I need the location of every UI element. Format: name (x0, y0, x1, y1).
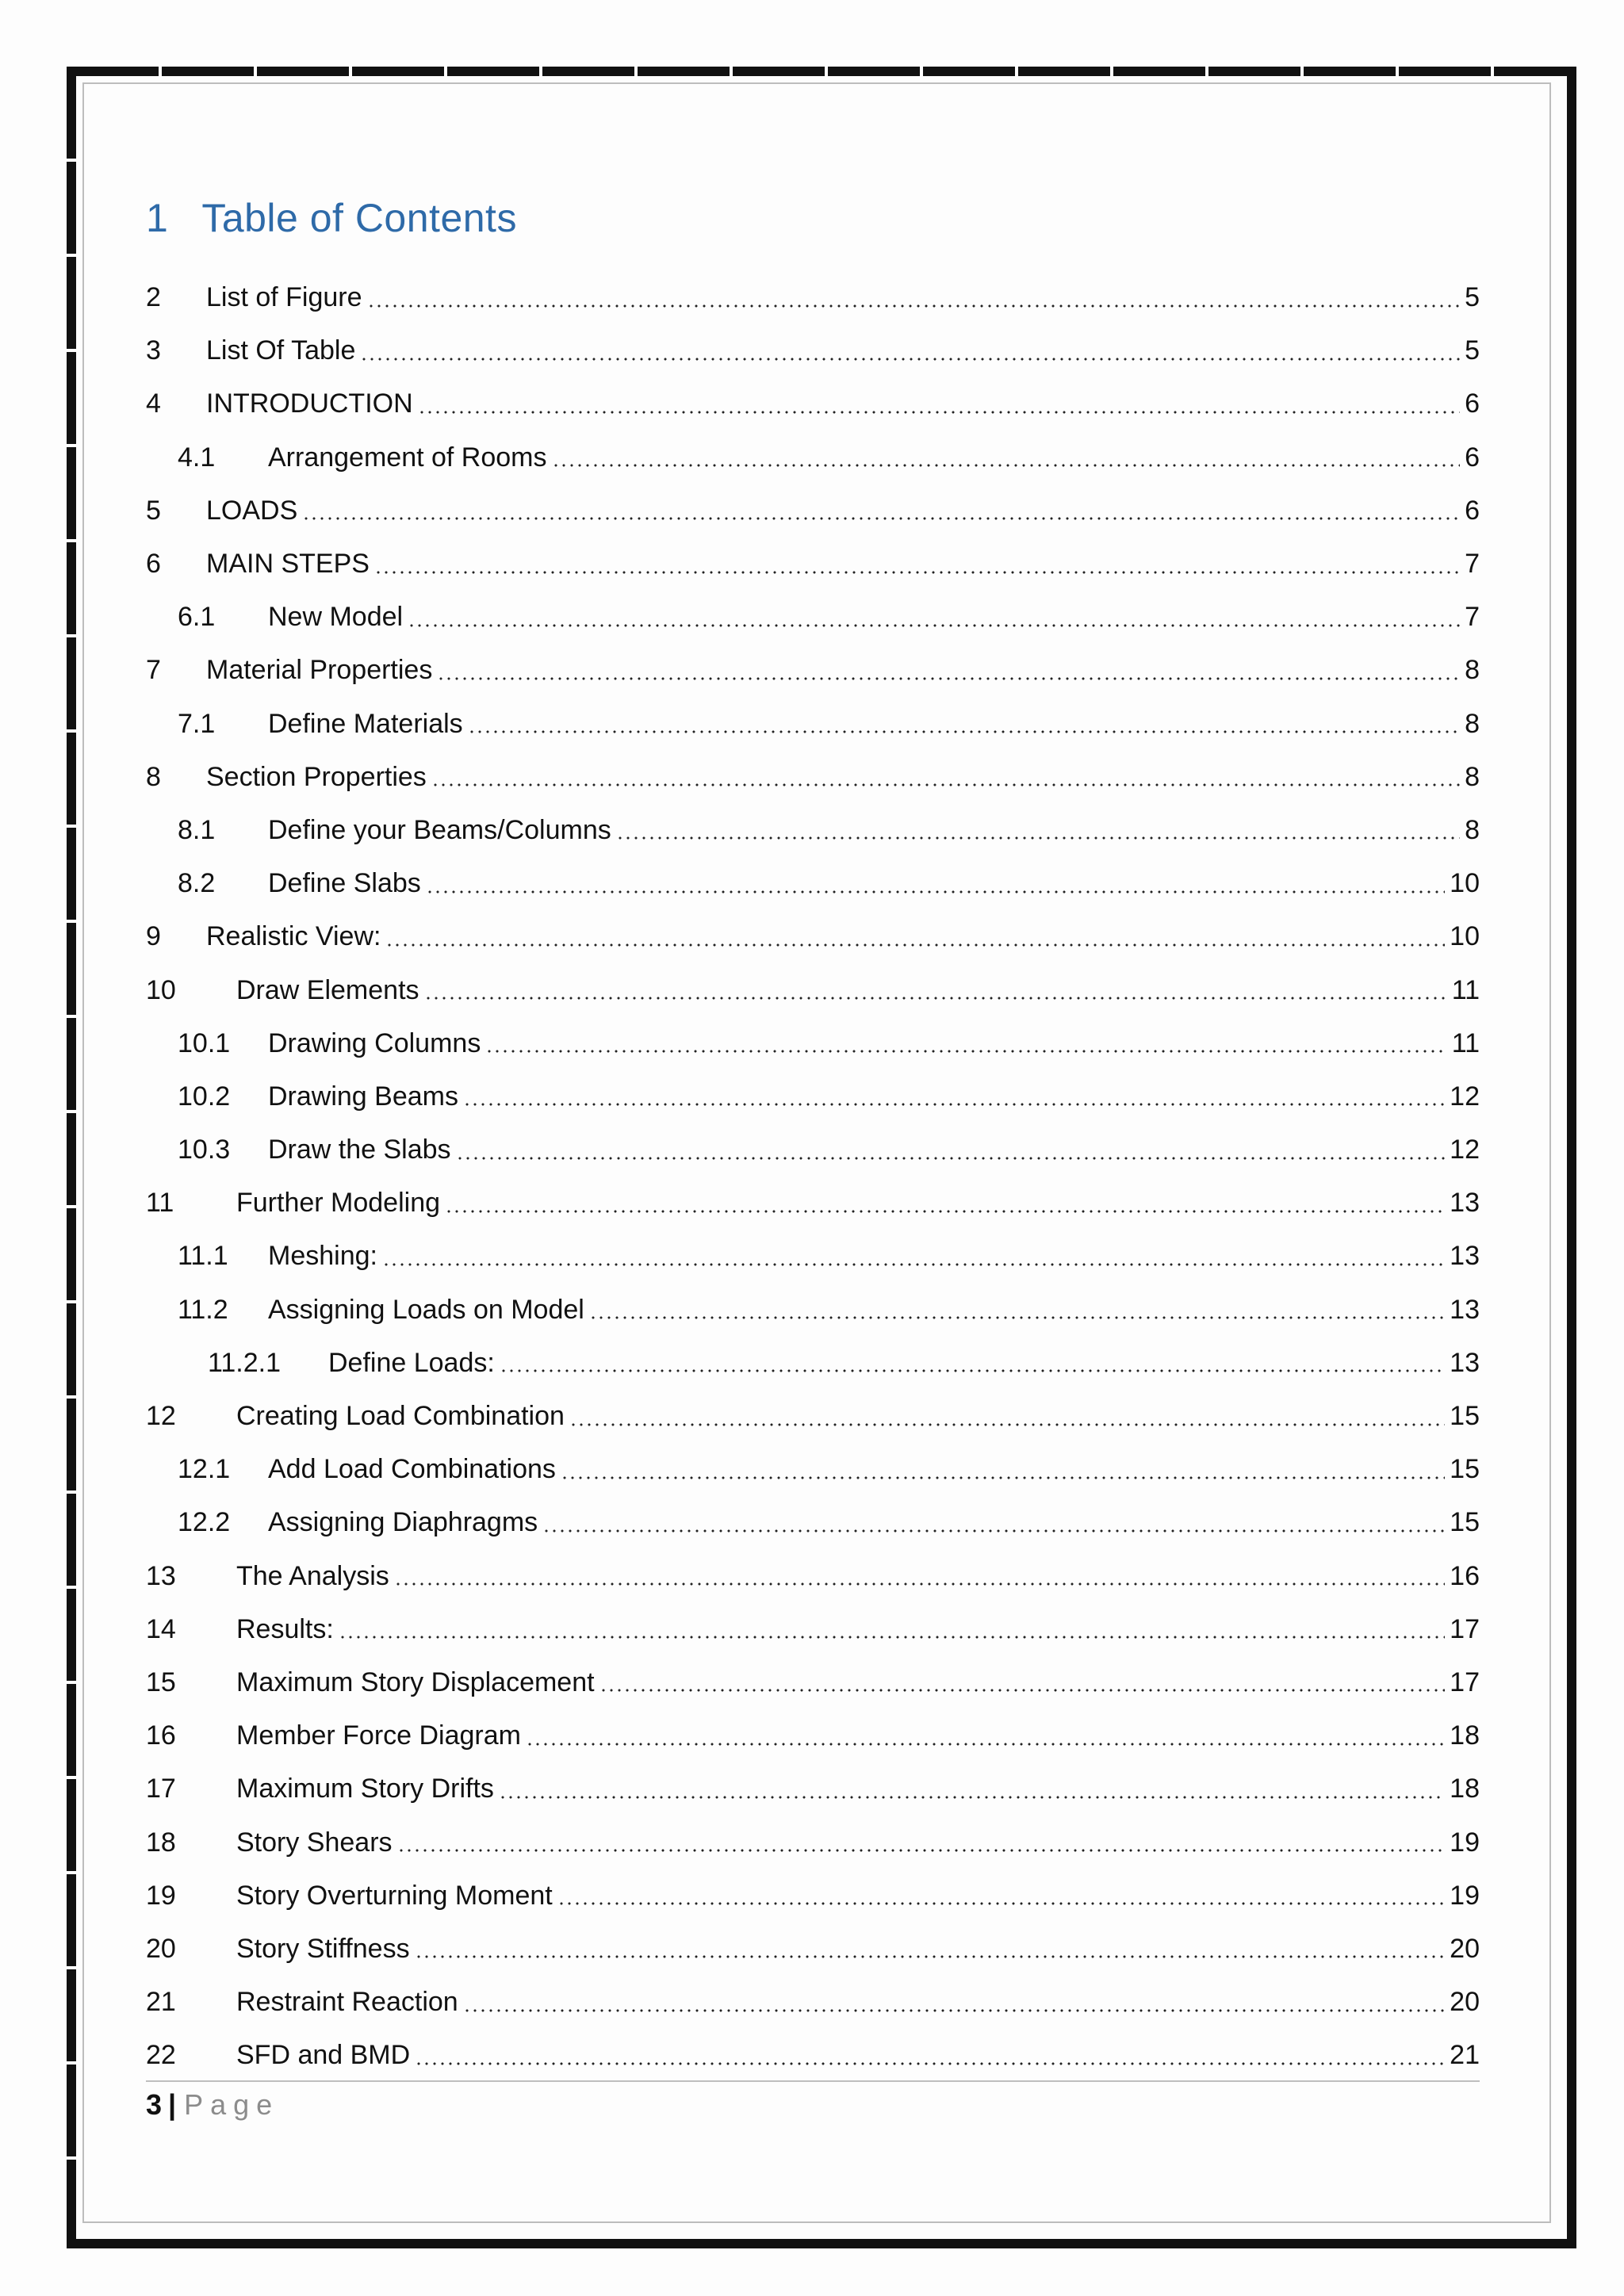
toc-entry[interactable] (146, 910, 1480, 963)
page-footer (146, 2088, 279, 2122)
toc-leader-dots (424, 997, 1447, 1000)
page-border-bottom-ticks (67, 2229, 1576, 2239)
toc-leader-dots (426, 890, 1445, 894)
toc-entry[interactable] (146, 644, 1480, 697)
toc-leader-dots (599, 1689, 1446, 1692)
toc-entry-title: Arrangement of Rooms (268, 442, 547, 473)
toc-entry-title: Drawing Columns (268, 1027, 481, 1058)
toc-entry-number: 3 (146, 335, 161, 366)
toc-entry-number: 11 (146, 1188, 174, 1219)
toc-leader-dots (552, 464, 1461, 467)
toc-entry[interactable] (146, 431, 1480, 484)
toc-entry[interactable] (146, 1709, 1480, 1762)
toc-entry-title: Define Slabs (268, 868, 421, 899)
toc-entry-title: Material Properties (206, 655, 433, 686)
toc-leader-dots (561, 1476, 1445, 1479)
toc-entry-page: 13 (1450, 1188, 1480, 1219)
toc-entry-page: 6 (1465, 442, 1480, 473)
toc-entry-number: 14 (146, 1613, 176, 1644)
toc-entry-title: Results: (236, 1613, 334, 1644)
toc-entry-number: 4 (146, 388, 161, 419)
toc-entry-number: 10.2 (178, 1081, 231, 1112)
toc-leader-dots (431, 783, 1460, 786)
toc-entry[interactable] (146, 857, 1480, 910)
toc-entry[interactable] (146, 484, 1480, 538)
toc-entry-page: 8 (1465, 814, 1480, 845)
toc-entry-number: 6 (146, 549, 161, 580)
toc-entry-title: List of Figure (206, 282, 362, 313)
toc-entry[interactable] (146, 963, 1480, 1016)
toc-entry-number: 7.1 (178, 708, 216, 739)
toc-entry[interactable] (146, 1550, 1480, 1603)
toc-entry-title: Assigning Loads on Model (268, 1294, 584, 1325)
toc-entry-page: 13 (1450, 1294, 1480, 1325)
toc-entry-title: Story Stiffness (236, 1933, 410, 1964)
footer-page-label: Page (184, 2088, 280, 2121)
toc-entry-number: 11.2.1 (208, 1347, 282, 1378)
toc-entry-page: 20 (1450, 1933, 1480, 1964)
toc-entry-title: Story Overturning Moment (236, 1880, 553, 1911)
toc-heading (146, 195, 517, 241)
toc-entry-page: 20 (1450, 1987, 1480, 2018)
toc-entry-page: 6 (1465, 388, 1480, 419)
toc-entry[interactable] (146, 1390, 1480, 1443)
toc-entry-page: 8 (1465, 708, 1480, 739)
toc-entry-title: Maximum Story Displacement (236, 1667, 595, 1697)
toc-entry-number: 12.1 (178, 1454, 231, 1485)
footer-rule (146, 2080, 1480, 2082)
toc-entry-title: Define Materials (268, 708, 463, 739)
toc-leader-dots (526, 1743, 1445, 1746)
toc-entry-title: List Of Table (206, 335, 356, 366)
toc-entry-title: LOADS (206, 495, 298, 526)
toc-entry-number: 5 (146, 495, 161, 526)
toc-entry-number: 17 (146, 1774, 176, 1804)
toc-entry-page: 18 (1450, 1720, 1480, 1751)
toc-entry-title: Add Load Combinations (268, 1454, 556, 1485)
toc-entry-page: 17 (1450, 1613, 1480, 1644)
toc-entry[interactable] (146, 804, 1480, 857)
toc-entry-title: Assigning Diaphragms (268, 1507, 538, 1538)
toc-entry-page: 11 (1451, 974, 1480, 1005)
toc-entry-page: 15 (1450, 1454, 1480, 1485)
toc-leader-dots (500, 1369, 1445, 1372)
toc-leader-dots (415, 2062, 1445, 2065)
toc-leader-dots (589, 1316, 1445, 1319)
toc-entry-number: 10.1 (178, 1027, 231, 1058)
toc-entry[interactable] (146, 377, 1480, 430)
page-border-left-ticks (67, 67, 76, 2248)
toc-entry-number: 6.1 (178, 602, 216, 633)
toc-entry[interactable] (146, 1230, 1480, 1283)
toc-entry-title: The Analysis (236, 1560, 389, 1591)
toc-entry-title: INTRODUCTION (206, 388, 413, 419)
toc-entry-title: SFD and BMD (236, 2040, 411, 2071)
toc-entry-title: Story Shears (236, 1827, 393, 1858)
toc-entry[interactable] (146, 751, 1480, 804)
toc-entry-number: 19 (146, 1880, 176, 1911)
toc-entry-page: 13 (1450, 1241, 1480, 1272)
toc-entry-title: Draw the Slabs (268, 1135, 451, 1165)
toc-entry[interactable] (146, 324, 1480, 377)
toc-entry-title: Section Properties (206, 761, 427, 792)
toc-entry-page: 17 (1450, 1667, 1480, 1697)
toc-entry-title: Member Force Diagram (236, 1720, 521, 1751)
toc-leader-dots (616, 836, 1460, 840)
toc-leader-dots (397, 1849, 1446, 1852)
toc-entry-number: 11.1 (178, 1241, 228, 1272)
toc-entry-number: 22 (146, 2040, 176, 2071)
toc-entry-number: 4.1 (178, 442, 216, 473)
toc-leader-dots (445, 1210, 1445, 1213)
toc-leader-dots (367, 304, 1461, 308)
toc-entry-number: 2 (146, 282, 161, 313)
toc-entry[interactable] (146, 1762, 1480, 1816)
toc-entry[interactable] (146, 591, 1480, 644)
toc-entry-number: 16 (146, 1720, 176, 1751)
toc-entry-page: 19 (1450, 1827, 1480, 1858)
toc-entry[interactable] (146, 1177, 1480, 1230)
toc-entry-title: MAIN STEPS (206, 549, 370, 580)
toc-entry[interactable] (146, 1123, 1480, 1177)
toc-entry-page: 10 (1450, 868, 1480, 899)
toc-leader-dots (499, 1796, 1445, 1799)
toc-entry-number: 8 (146, 761, 161, 792)
toc-entry-page: 7 (1465, 549, 1480, 580)
toc-entry-title: Drawing Beams (268, 1081, 458, 1112)
toc-leader-dots (385, 943, 1445, 947)
toc-leader-dots (382, 1263, 1445, 1266)
toc-leader-dots (569, 1423, 1445, 1426)
toc-entry[interactable] (146, 2029, 1480, 2082)
toc-entry-page: 6 (1465, 495, 1480, 526)
toc-entry[interactable] (146, 1603, 1480, 1656)
toc-entry-page: 13 (1450, 1347, 1480, 1378)
toc-entry[interactable] (146, 1070, 1480, 1123)
toc-entry-number: 15 (146, 1667, 176, 1697)
toc-heading-number: 1 (146, 196, 169, 240)
toc-entry-number: 8.2 (178, 868, 216, 899)
toc-entry[interactable] (146, 538, 1480, 591)
toc-leader-dots (339, 1636, 1445, 1639)
toc-entry-page: 12 (1450, 1081, 1480, 1112)
toc-entry[interactable] (146, 1816, 1480, 1869)
toc-entry-number: 8.1 (178, 814, 216, 845)
toc-entry-number: 12.2 (178, 1507, 231, 1538)
toc-entry[interactable] (146, 271, 1480, 324)
toc-entry-page: 10 (1450, 921, 1480, 952)
toc-leader-dots (360, 358, 1460, 361)
toc-entry-title: Creating Load Combination (236, 1401, 565, 1432)
toc-leader-dots (408, 624, 1460, 627)
toc-entry[interactable] (146, 1976, 1480, 2029)
toc-entry-title: Define your Beams/Columns (268, 814, 611, 845)
toc-entry-number: 12 (146, 1401, 176, 1432)
toc-entry-title: Define Loads: (328, 1347, 495, 1378)
toc-entry[interactable] (146, 1656, 1480, 1709)
toc-entry-page: 18 (1450, 1774, 1480, 1804)
toc-entry[interactable] (146, 1496, 1480, 1549)
toc-entry-number: 21 (146, 1987, 176, 2018)
toc-entry[interactable] (146, 1923, 1480, 1976)
footer-page-number: 3 (146, 2088, 163, 2121)
toc-heading-title: Table of Contents (201, 196, 517, 240)
toc-entry-title: Draw Elements (236, 974, 419, 1005)
toc-leader-dots (542, 1529, 1445, 1533)
toc-leader-dots (394, 1582, 1445, 1586)
toc-entry-page: 8 (1465, 655, 1480, 686)
toc-entry-page: 8 (1465, 761, 1480, 792)
toc-entry-number: 9 (146, 921, 161, 952)
page-border-top-ticks (67, 67, 1576, 76)
toc-leader-dots (485, 1050, 1446, 1053)
toc-entry[interactable] (146, 1017, 1480, 1070)
toc-entry[interactable] (146, 1869, 1480, 1923)
toc-entry-number: 13 (146, 1560, 176, 1591)
toc-entry-title: Maximum Story Drifts (236, 1774, 494, 1804)
toc-entry-page: 15 (1450, 1507, 1480, 1538)
toc-leader-dots (463, 1103, 1445, 1106)
toc-entry-title: Restraint Reaction (236, 1987, 458, 2018)
toc-entry[interactable] (146, 1337, 1480, 1390)
toc-entry-page: 5 (1465, 335, 1480, 366)
toc-entry-page: 7 (1465, 602, 1480, 633)
toc-leader-dots (415, 1955, 1446, 1958)
toc-leader-dots (374, 571, 1460, 574)
toc-entry-number: 10 (146, 974, 176, 1005)
toc-entry-title: New Model (268, 602, 404, 633)
toc-entry-page: 12 (1450, 1135, 1480, 1165)
table-of-contents (146, 271, 1480, 2082)
toc-entry-number: 18 (146, 1827, 176, 1858)
toc-entry-number: 11.2 (178, 1294, 228, 1325)
toc-entry-page: 11 (1451, 1027, 1480, 1058)
toc-entry-title: Further Modeling (236, 1188, 441, 1219)
toc-leader-dots (456, 1157, 1446, 1160)
toc-entry[interactable] (146, 1284, 1480, 1337)
toc-leader-dots (468, 730, 1460, 733)
toc-leader-dots (418, 411, 1460, 414)
toc-entry-title: Realistic View: (206, 921, 381, 952)
footer-separator: | (168, 2088, 177, 2121)
toc-leader-dots (557, 1902, 1445, 1905)
toc-leader-dots (302, 517, 1460, 520)
toc-entry-number: 20 (146, 1933, 176, 1964)
toc-leader-dots (463, 2009, 1445, 2012)
toc-leader-dots (437, 677, 1460, 680)
toc-entry[interactable] (146, 1443, 1480, 1496)
toc-entry-title: Meshing: (268, 1241, 377, 1272)
toc-entry-number: 10.3 (178, 1135, 231, 1165)
toc-entry-page: 5 (1465, 282, 1480, 313)
toc-entry-page: 15 (1450, 1401, 1480, 1432)
toc-entry-page: 21 (1450, 2040, 1480, 2071)
toc-entry-page: 19 (1450, 1880, 1480, 1911)
toc-entry[interactable] (146, 698, 1480, 751)
toc-entry-number: 7 (146, 655, 161, 686)
toc-entry-page: 16 (1450, 1560, 1480, 1591)
